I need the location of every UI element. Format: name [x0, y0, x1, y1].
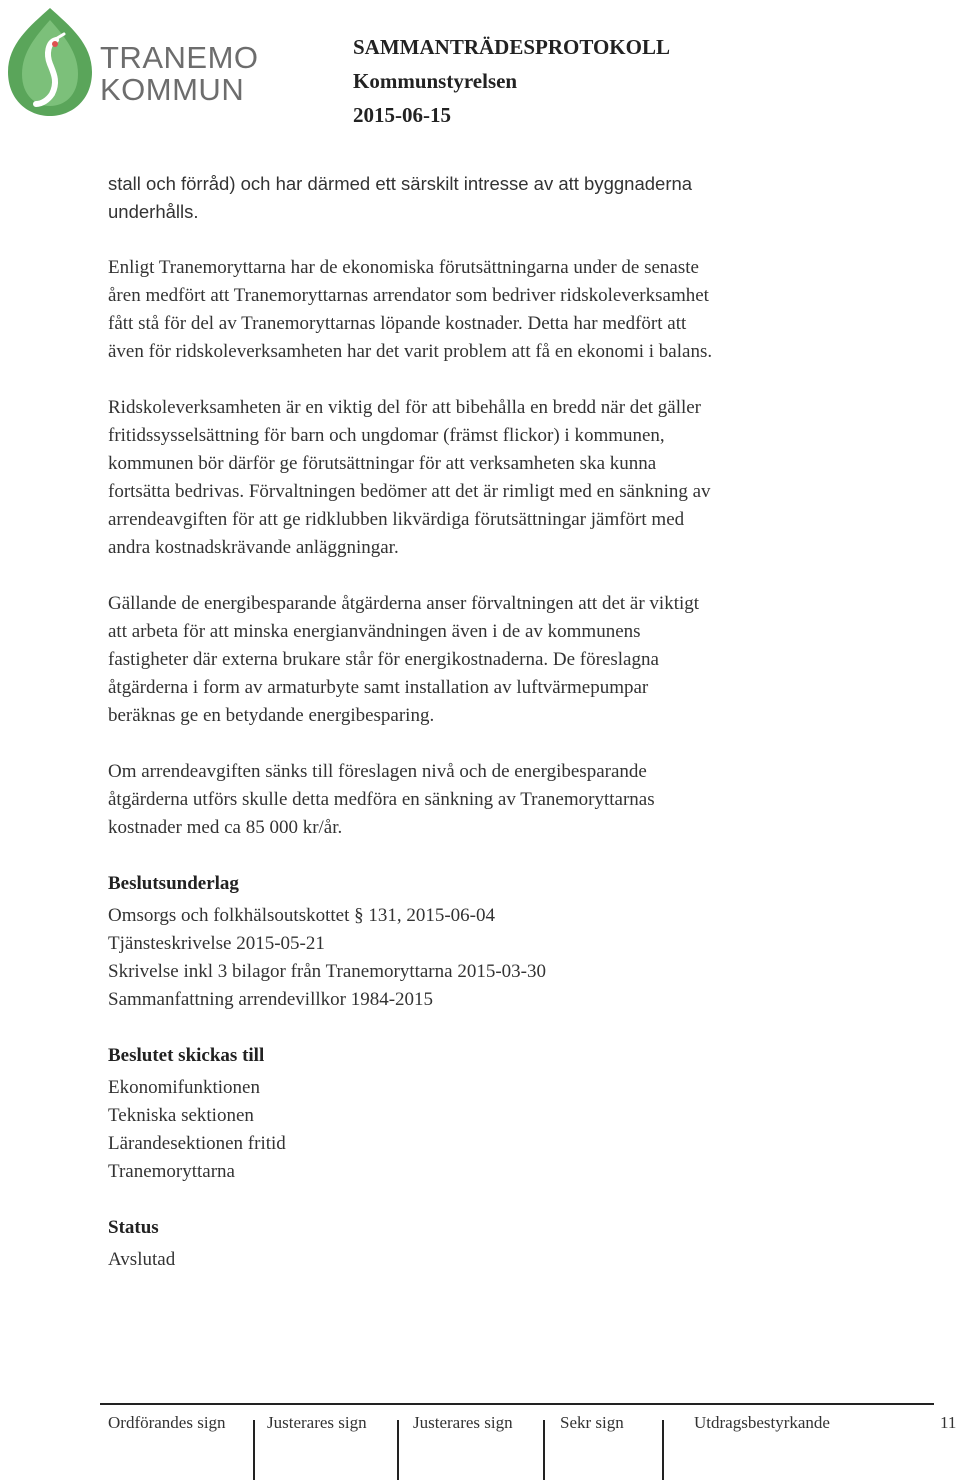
status-list: [108, 1246, 868, 1274]
paragraph-line: fortsätta bedrivas. Förvaltningen bedömer att det är rimligt med en sänkning av: [108, 481, 711, 502]
footer-column-divider: [543, 1420, 545, 1480]
paragraph-line: fått stå för del av Tranemoryttarnas löpande kostnader. Detta har medfört att: [108, 313, 687, 334]
section-heading-status: Status: [108, 1217, 159, 1238]
paragraph-3: [108, 394, 868, 562]
footer-column-divider: [397, 1420, 399, 1480]
paragraph-line: Enligt Tranemoryttarna har de ekonomiska förutsättningarna under de senaste: [108, 257, 699, 278]
paragraph-5: [108, 758, 868, 842]
paragraph-line: Gällande de energibesparande åtgärderna anser förvaltningen att det är viktigt: [108, 593, 700, 614]
document-body: [108, 170, 868, 1274]
recipients-list: [108, 1074, 868, 1186]
document-title: SAMMANTRÄDESPROTOKOLL: [353, 35, 670, 59]
tranemo-kommun-logo: [2, 4, 272, 120]
certification-label: Utdragsbestyrkande: [694, 1413, 830, 1432]
paragraph-line: andra kostnadskrävande anläggningar.: [108, 537, 399, 558]
secretary-sign-label: Sekr sign: [560, 1413, 624, 1432]
paragraph-line: arrendeavgiften för att ge ridklubben likvärdiga förutsättningar jämfört med: [108, 509, 685, 530]
list-item: Omsorgs och folkhälsoutskottet § 131, 2015-06-04: [108, 905, 496, 926]
list-item: Tekniska sektionen: [108, 1105, 254, 1126]
status-value: Avslutad: [108, 1249, 176, 1270]
logo-line-1: TRANEMO: [100, 40, 259, 75]
meeting-date: 2015-06-15: [353, 103, 451, 127]
list-item: Lärandesektionen fritid: [108, 1133, 286, 1154]
list-item: Ekonomifunktionen: [108, 1077, 260, 1098]
adjuster-sign-label-1: Justerares sign: [267, 1413, 367, 1432]
logo-line-2: KOMMUN: [100, 72, 245, 107]
list-item: Sammanfattning arrendevillkor 1984-2015: [108, 989, 434, 1010]
committee-name: Kommunstyrelsen: [353, 69, 518, 93]
paragraph-line: kommunen bör därför ge förutsättningar för att verksamheten ska kunna: [108, 453, 657, 474]
paragraph-line: att arbeta för att minska energianvändningen även i de av kommunens: [108, 621, 641, 642]
paragraph-line: åren medfört att Tranemoryttarnas arrendator som bedriver ridskoleverksamhet: [108, 285, 709, 306]
chair-sign-label: Ordförandes sign: [108, 1413, 226, 1432]
paragraph-line: beräknas ge en betydande energibesparing.: [108, 705, 435, 726]
section-heading-recipients: Beslutet skickas till: [108, 1045, 265, 1066]
paragraph-line: fastigheter där externa brukare står för energikostnaderna. De föreslagna: [108, 649, 659, 670]
paragraph-line: även för ridskoleverksamheten har det varit problem att få en ekonomi i balans.: [108, 341, 713, 362]
footer-column-divider: [662, 1420, 664, 1480]
list-item: Skrivelse inkl 3 bilagor från Tranemoryttarna 2015-03-30: [108, 961, 546, 982]
document-header: [353, 33, 670, 135]
logo-text: [100, 42, 259, 106]
paragraph-line: Om arrendeavgiften sänks till föreslagen nivå och de energibesparande: [108, 761, 647, 782]
paragraph-line: åtgärderna utförs skulle detta medföra en sänkning av Tranemoryttarnas: [108, 789, 655, 810]
paragraph-line: kostnader med ca 85 000 kr/år.: [108, 817, 343, 838]
page-number: 11: [940, 1413, 957, 1432]
paragraph-line: Ridskoleverksamheten är en viktig del för att bibehålla en bredd när det gäller: [108, 397, 702, 418]
paragraph-1: [108, 170, 868, 226]
paragraph-line: åtgärderna i form av armaturbyte samt installation av luftvärmepumpar: [108, 677, 649, 698]
list-item: Tjänsteskrivelse 2015-05-21: [108, 933, 325, 954]
footer-column-divider: [253, 1420, 255, 1480]
paragraph-line: stall och förråd) och har därmed ett särskilt intresse av att byggnaderna: [108, 173, 693, 194]
paragraph-line: fritidssysselsättning för barn och ungdomar (främst flickor) i kommunen,: [108, 425, 665, 446]
list-item: Tranemoryttarna: [108, 1161, 235, 1182]
paragraph-line: underhålls.: [108, 201, 199, 222]
paragraph-4: [108, 590, 868, 730]
decision-basis-list: [108, 902, 868, 1014]
adjuster-sign-label-2: Justerares sign: [413, 1413, 513, 1432]
footer-divider: [100, 1403, 934, 1405]
section-heading-beslutsunderlag: Beslutsunderlag: [108, 873, 239, 894]
paragraph-2: [108, 254, 868, 366]
